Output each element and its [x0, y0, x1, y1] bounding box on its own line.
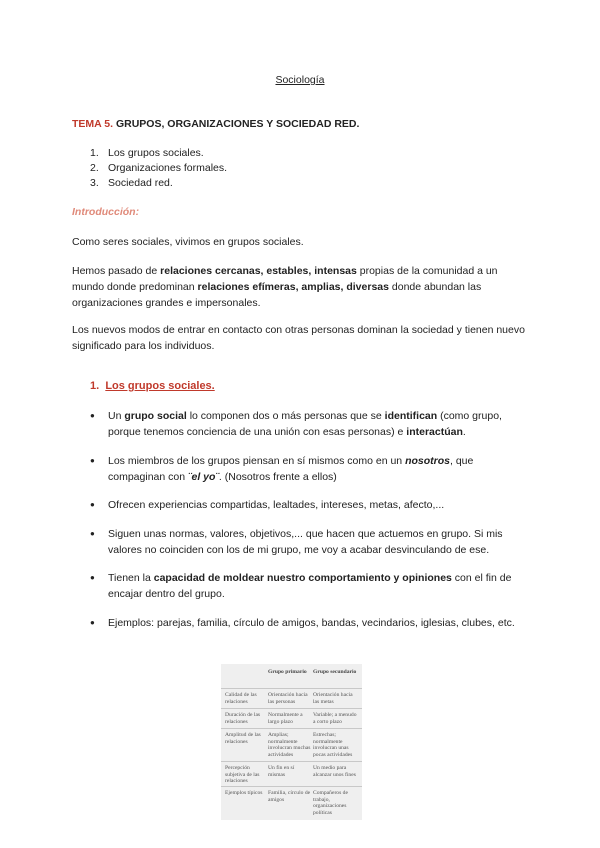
paragraph-2: Hemos pasado de relaciones cercanas, estables, intensas propias de la comunidad a un mundo donde predominan relaciones efímeras, amplias, diversas donde abundan las organizaciones grandes e impersonales. [72, 265, 498, 309]
topic-heading [72, 118, 359, 130]
toc-item: 1. Los grupos sociales. [90, 147, 204, 159]
bullet-item: ● Los miembros de los grupos piensan en sí mismos como en un nosotros, que compaginan con ¨el yo¨. (Nosotros frente a ellos) [90, 453, 530, 485]
section-heading: 1. Los grupos sociales. [90, 380, 215, 392]
bullet-item: ● Tienen la capacidad de moldear nuestro comportamiento y opiniones con el fin de encajar dentro del grupo. [90, 570, 530, 602]
bullet-item: ● Un grupo social lo componen dos o más personas que se identifican (como grupo, porque tenemos conciencia de una unión con esas personas) e interactúan. [90, 408, 530, 440]
page-title: Sociología [275, 74, 325, 86]
bullet-item: ● Ejemplos: parejas, familia, círculo de amigos, bandas, vecindarios, iglesias, clubes, etc. [90, 615, 530, 631]
comparison-table: Grupo primario Grupo secundario Calidad de las relaciones Orientación hacia las personas Orientación hacia las metas Duración de las relaciones Normalmente a largo plazo Variable; a menudo a corto plazo Amplitud de las relaciones Amplias; normalmente involucran muchas actividades Estrechas; normalmente involucran unas pocas actividades Percepción subjetiva de las relaciones Un fin en sí mismas Un medio para alcanzar unos fines Ejemplos típicos Familia, círculo de amigos Compañeros de trabajo, organizaciones políticas [221, 664, 362, 820]
paragraph-1: Como seres sociales, vivimos en grupos sociales. [72, 236, 304, 248]
bullet-item: ● Ofrecen experiencias compartidas, lealtades, intereses, metas, afecto,... [90, 497, 530, 513]
toc-item: 3. Sociedad red. [90, 177, 173, 189]
intro-heading: Introducción: [72, 206, 140, 218]
paragraph-3: Los nuevos modos de entrar en contacto con otras personas dominan la sociedad y tienen nuevo significado para los individuos. [72, 324, 525, 352]
topic-label: TEMA 5. [72, 118, 114, 130]
bullet-item: ● Siguen unas normas, valores, objetivos,... que hacen que actuemos en grupo. Si mis valores no coinciden con los de mi grupo, me voy a acabar desvinculando de ese. [90, 526, 530, 558]
toc-item: 2. Organizaciones formales. [90, 162, 228, 174]
table-of-contents [90, 146, 227, 191]
topic-title: GRUPOS, ORGANIZACIONES Y SOCIEDAD RED. [115, 118, 360, 130]
